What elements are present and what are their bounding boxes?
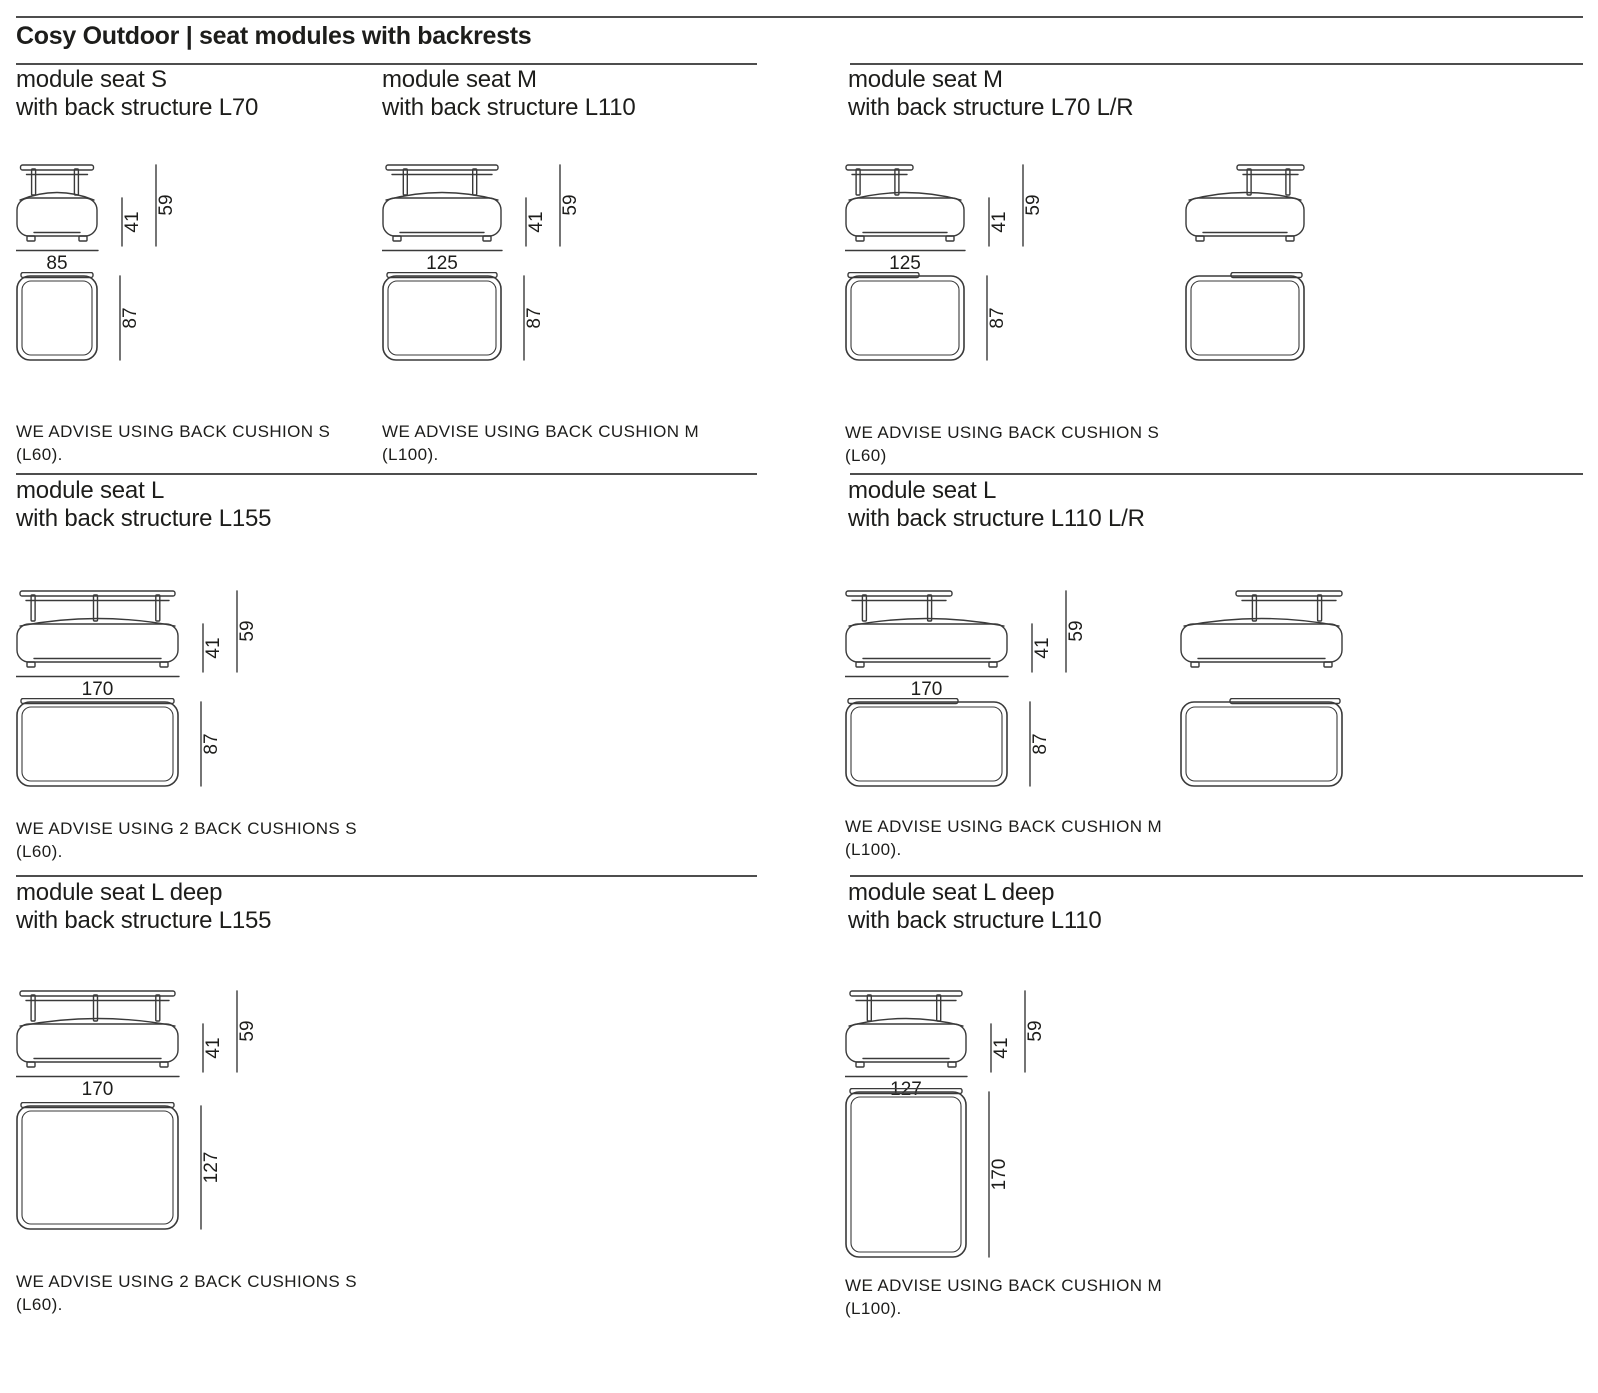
divider-rule [16, 16, 1583, 18]
advice-line: (L100). [382, 445, 439, 464]
cushion-advice [16, 420, 330, 466]
divider-rule [16, 875, 757, 877]
cushion-advice [16, 817, 357, 863]
side-view-diagram [16, 988, 274, 1105]
svg-text:41: 41 [203, 1037, 224, 1059]
top-view-diagram [382, 272, 574, 373]
svg-text:59: 59 [237, 1020, 258, 1042]
svg-text:41: 41 [991, 1037, 1012, 1059]
module-structure: with back structure L70 [16, 94, 259, 121]
svg-text:87: 87 [201, 733, 222, 755]
module-name: module seat M [848, 66, 1003, 93]
side-view-diagram [1185, 162, 1311, 279]
cushion-advice [16, 1270, 357, 1316]
module-structure: with back structure L110 L/R [848, 505, 1145, 532]
svg-text:170: 170 [81, 679, 114, 700]
divider-rule [16, 473, 757, 475]
top-view-diagram [845, 698, 1080, 799]
cushion-advice [845, 1274, 1162, 1320]
advice-line: WE ADVISE USING 2 BACK CUSHIONS S [16, 819, 357, 838]
advice-line: (L60). [16, 1295, 63, 1314]
svg-text:41: 41 [122, 211, 143, 233]
svg-text:170: 170 [910, 679, 943, 700]
svg-text:59: 59 [560, 194, 581, 216]
svg-text:85: 85 [46, 253, 68, 274]
side-view-diagram [845, 588, 1103, 705]
module-structure: with back structure L110 [848, 907, 1102, 934]
advice-line: (L100). [845, 1299, 902, 1318]
advice-line: WE ADVISE USING 2 BACK CUSHIONS S [16, 1272, 357, 1291]
top-view-diagram [16, 1102, 251, 1242]
advice-line: (L60). [16, 842, 63, 861]
svg-text:41: 41 [989, 211, 1010, 233]
module-name: module seat L deep [16, 879, 223, 906]
svg-text:125: 125 [426, 253, 458, 274]
svg-text:41: 41 [526, 211, 547, 233]
top-view-diagram [16, 698, 251, 799]
advice-line: WE ADVISE USING BACK CUSHION S [845, 423, 1160, 442]
svg-text:59: 59 [1023, 194, 1044, 216]
svg-text:59: 59 [1025, 1020, 1046, 1042]
module-name: module seat L deep [848, 879, 1055, 906]
module-structure: with back structure L70 L/R [848, 94, 1134, 121]
module-structure: with back structure L155 [16, 907, 272, 934]
divider-rule [850, 875, 1583, 877]
module-name: module seat L [848, 477, 997, 504]
side-view-diagram [1180, 588, 1349, 705]
svg-text:127: 127 [201, 1151, 222, 1184]
module-structure: with back structure L110 [382, 94, 636, 121]
module-structure: with back structure L155 [16, 505, 272, 532]
divider-rule [850, 473, 1583, 475]
top-view-diagram [845, 1088, 1039, 1270]
advice-line: (L100). [845, 840, 902, 859]
divider-rule [850, 63, 1583, 65]
module-heading [382, 66, 636, 122]
module-name: module seat S [16, 66, 167, 93]
cushion-advice [845, 815, 1162, 861]
module-name: module seat L [16, 477, 165, 504]
svg-text:87: 87 [120, 307, 141, 329]
svg-text:170: 170 [81, 1079, 114, 1100]
divider-rule [16, 63, 757, 65]
advice-line: WE ADVISE USING BACK CUSHION M [845, 817, 1163, 836]
advice-line: WE ADVISE USING BACK CUSHION M [382, 422, 700, 441]
svg-text:41: 41 [1032, 637, 1053, 659]
cushion-advice [382, 420, 699, 466]
side-view-diagram [845, 162, 1060, 279]
side-view-diagram [382, 162, 597, 279]
top-view-diagram [845, 272, 1037, 373]
top-view-diagram [16, 272, 170, 373]
page-title: Cosy Outdoor | seat modules with backrests [16, 22, 532, 50]
module-heading [16, 477, 271, 533]
cushion-advice [845, 421, 1159, 467]
advice-line: (L60) [845, 446, 887, 465]
module-name: module seat M [382, 66, 537, 93]
advice-line: (L60). [16, 445, 63, 464]
svg-text:59: 59 [237, 620, 258, 642]
svg-text:59: 59 [1066, 620, 1087, 642]
top-view-diagram [1180, 698, 1349, 799]
svg-text:170: 170 [989, 1158, 1010, 1191]
side-view-diagram [16, 588, 274, 705]
svg-text:87: 87 [1030, 733, 1051, 755]
module-heading [848, 879, 1102, 935]
svg-text:59: 59 [156, 194, 177, 216]
side-view-diagram [16, 162, 193, 279]
top-view-diagram [1185, 272, 1311, 373]
svg-text:87: 87 [987, 307, 1008, 329]
advice-line: WE ADVISE USING BACK CUSHION S [16, 422, 331, 441]
svg-text:41: 41 [203, 637, 224, 659]
module-heading [16, 879, 271, 935]
advice-line: WE ADVISE USING BACK CUSHION M [845, 1276, 1163, 1295]
svg-text:87: 87 [524, 307, 545, 329]
module-heading [848, 477, 1145, 533]
svg-text:127: 127 [890, 1079, 922, 1100]
module-heading [848, 66, 1133, 122]
svg-text:125: 125 [889, 253, 921, 274]
module-heading [16, 66, 258, 122]
